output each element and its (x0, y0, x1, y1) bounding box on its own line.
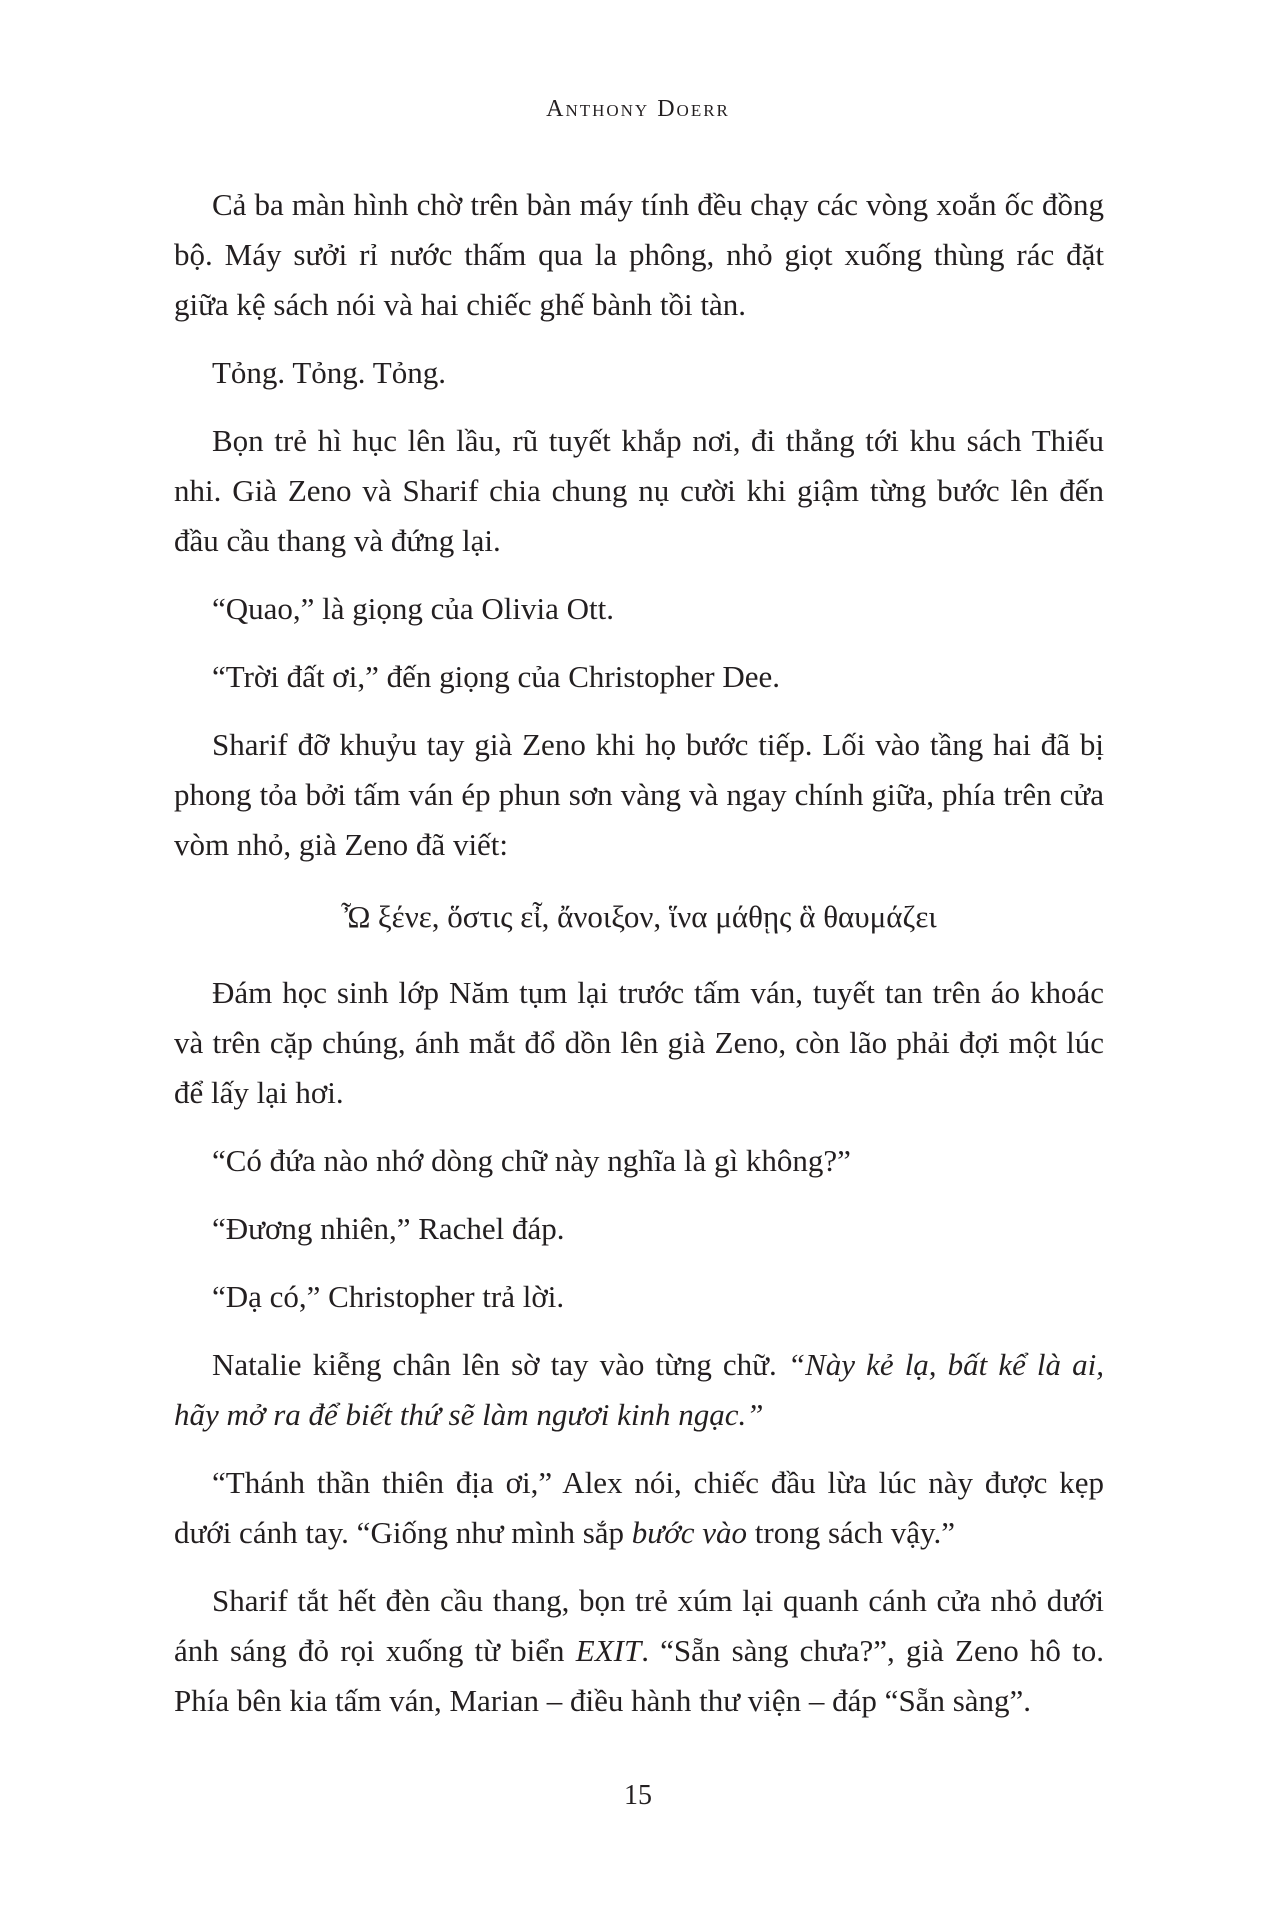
paragraph-8: Đám học sinh lớp Năm tụm lại trước tấm ván, tuyết tan trên áo khoác và trên cặp chúng, ánh mắt đổ dồn lên già Zeno, còn lão phải đợi một lúc để lấy lại hơi. (174, 975, 1104, 1110)
page-number: 15 (624, 1780, 652, 1811)
paragraph-14-text-end: . “Sẵn sàng chưa?”, già Zeno hô to. Phía bên kia tấm ván, Marian – điều hành thư viện – đáp “Sẵn sàng”. (174, 1633, 1105, 1718)
paragraph-12-text: Natalie kiễng chân lên sờ tay vào từng chữ. (212, 1347, 788, 1382)
paragraph-4: “Quao,” là giọng của Olivia Ott. (212, 591, 615, 626)
body-text (174, 180, 1104, 1744)
paragraph-11: “Dạ có,” Christopher trả lời. (212, 1279, 565, 1314)
paragraph-14-italic: EXIT (575, 1633, 642, 1668)
paragraph-14-text-start: Sharif tắt hết đèn cầu thang, bọn trẻ xúm lại quanh cánh cửa nhỏ dưới ánh sáng đỏ rọi xuống từ biển (174, 1583, 1104, 1668)
paragraph-9: “Có đứa nào nhớ dòng chữ này nghĩa là gì không?” (212, 1143, 851, 1178)
paragraph-2: Tỏng. Tỏng. Tỏng. (212, 355, 446, 390)
paragraph-12-italic: “Này kẻ lạ, bất kể là ai, hãy mở ra để biết thứ sẽ làm ngươi kinh ngạc.” (174, 1347, 1104, 1432)
paragraph-13-text-end: trong sách vậy.” (747, 1515, 956, 1550)
paragraph-14 (174, 1576, 1104, 1726)
paragraph-13 (174, 1458, 1104, 1558)
paragraph-13-italic: bước vào (631, 1515, 748, 1550)
paragraph-3: Bọn trẻ hì hục lên lầu, rũ tuyết khắp nơi, đi thẳng tới khu sách Thiếu nhi. Già Zeno và Sharif chia chung nụ cười khi giậm từng bước lên đến đầu cầu thang và đứng lại. (174, 423, 1104, 558)
paragraph-12 (174, 1340, 1104, 1440)
paragraph-5: “Trời đất ơi,” đến giọng của Christopher Dee. (212, 659, 780, 694)
paragraph-10: “Đương nhiên,” Rachel đáp. (212, 1211, 565, 1246)
greek-inscription: Ὦ ξένε, ὅστις εἶ, ἄνοιξον, ἵνα μάθῃς ἃ θαυμάζει (341, 899, 937, 934)
paragraph-1: Cả ba màn hình chờ trên bàn máy tính đều chạy các vòng xoắn ốc đồng bộ. Máy sưởi rỉ nước thấm qua la phông, nhỏ giọt xuống thùng rác đặt giữa kệ sách nói và hai chiếc ghế bành tồi tàn. (174, 187, 1104, 322)
running-head-author: Anthony Doerr (546, 96, 730, 122)
paragraph-6: Sharif đỡ khuỷu tay già Zeno khi họ bước tiếp. Lối vào tầng hai đã bị phong tỏa bởi tấm ván ép phun sơn vàng và ngay chính giữa, phía trên cửa vòm nhỏ, già Zeno đã viết: (174, 727, 1104, 862)
paragraph-13-text-start: “Thánh thần thiên địa ơi,” Alex nói, chiếc đầu lừa lúc này được kẹp dưới cánh tay. “Giống như mình sắp (174, 1465, 1104, 1550)
